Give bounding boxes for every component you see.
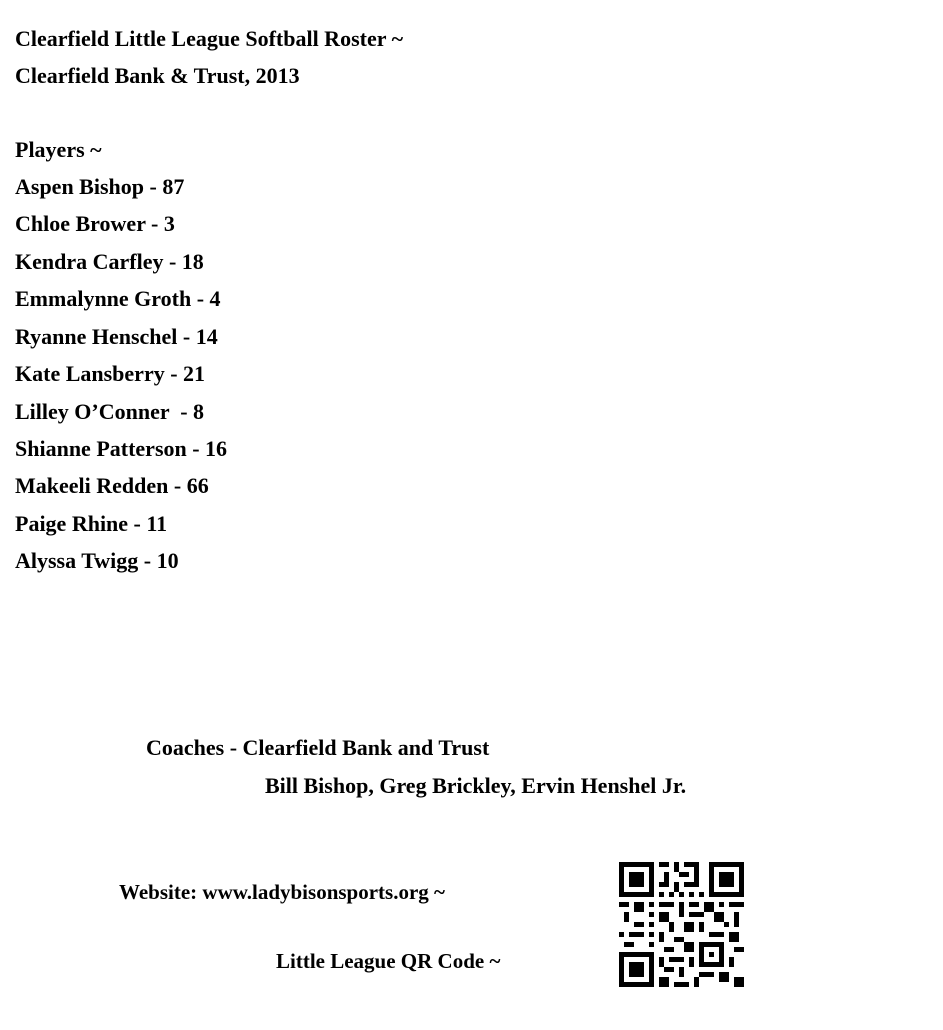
player-item: Paige Rhine - 11 bbox=[15, 511, 168, 536]
roster-subtitle: Clearfield Bank & Trust, 2013 bbox=[15, 63, 300, 88]
roster-title: Clearfield Little League Softball Roster ~ bbox=[15, 26, 404, 51]
player-item: Alyssa Twigg - 10 bbox=[15, 548, 179, 573]
player-item: Aspen Bishop - 87 bbox=[15, 174, 185, 199]
coaches-names: Bill Bishop, Greg Brickley, Ervin Henshel Jr. bbox=[265, 773, 687, 798]
player-item: Ryanne Henschel - 14 bbox=[15, 324, 218, 349]
player-item: Kendra Carfley - 18 bbox=[15, 249, 204, 274]
player-item: Kate Lansberry - 21 bbox=[15, 361, 206, 386]
player-item: Lilley O’Conner - 8 bbox=[15, 399, 205, 424]
player-item: Shianne Patterson - 16 bbox=[15, 436, 228, 461]
players-heading: Players ~ bbox=[15, 137, 102, 162]
player-item: Emmalynne Groth - 4 bbox=[15, 286, 221, 311]
player-item: Chloe Brower - 3 bbox=[15, 211, 175, 236]
coaches-heading: Coaches - Clearfield Bank and Trust bbox=[146, 735, 490, 760]
qr-code-icon bbox=[619, 862, 744, 987]
player-item: Makeeli Redden - 66 bbox=[15, 473, 209, 498]
website-label: Website: www.ladybisonsports.org ~ bbox=[119, 880, 445, 904]
qr-label: Little League QR Code ~ bbox=[276, 949, 501, 973]
